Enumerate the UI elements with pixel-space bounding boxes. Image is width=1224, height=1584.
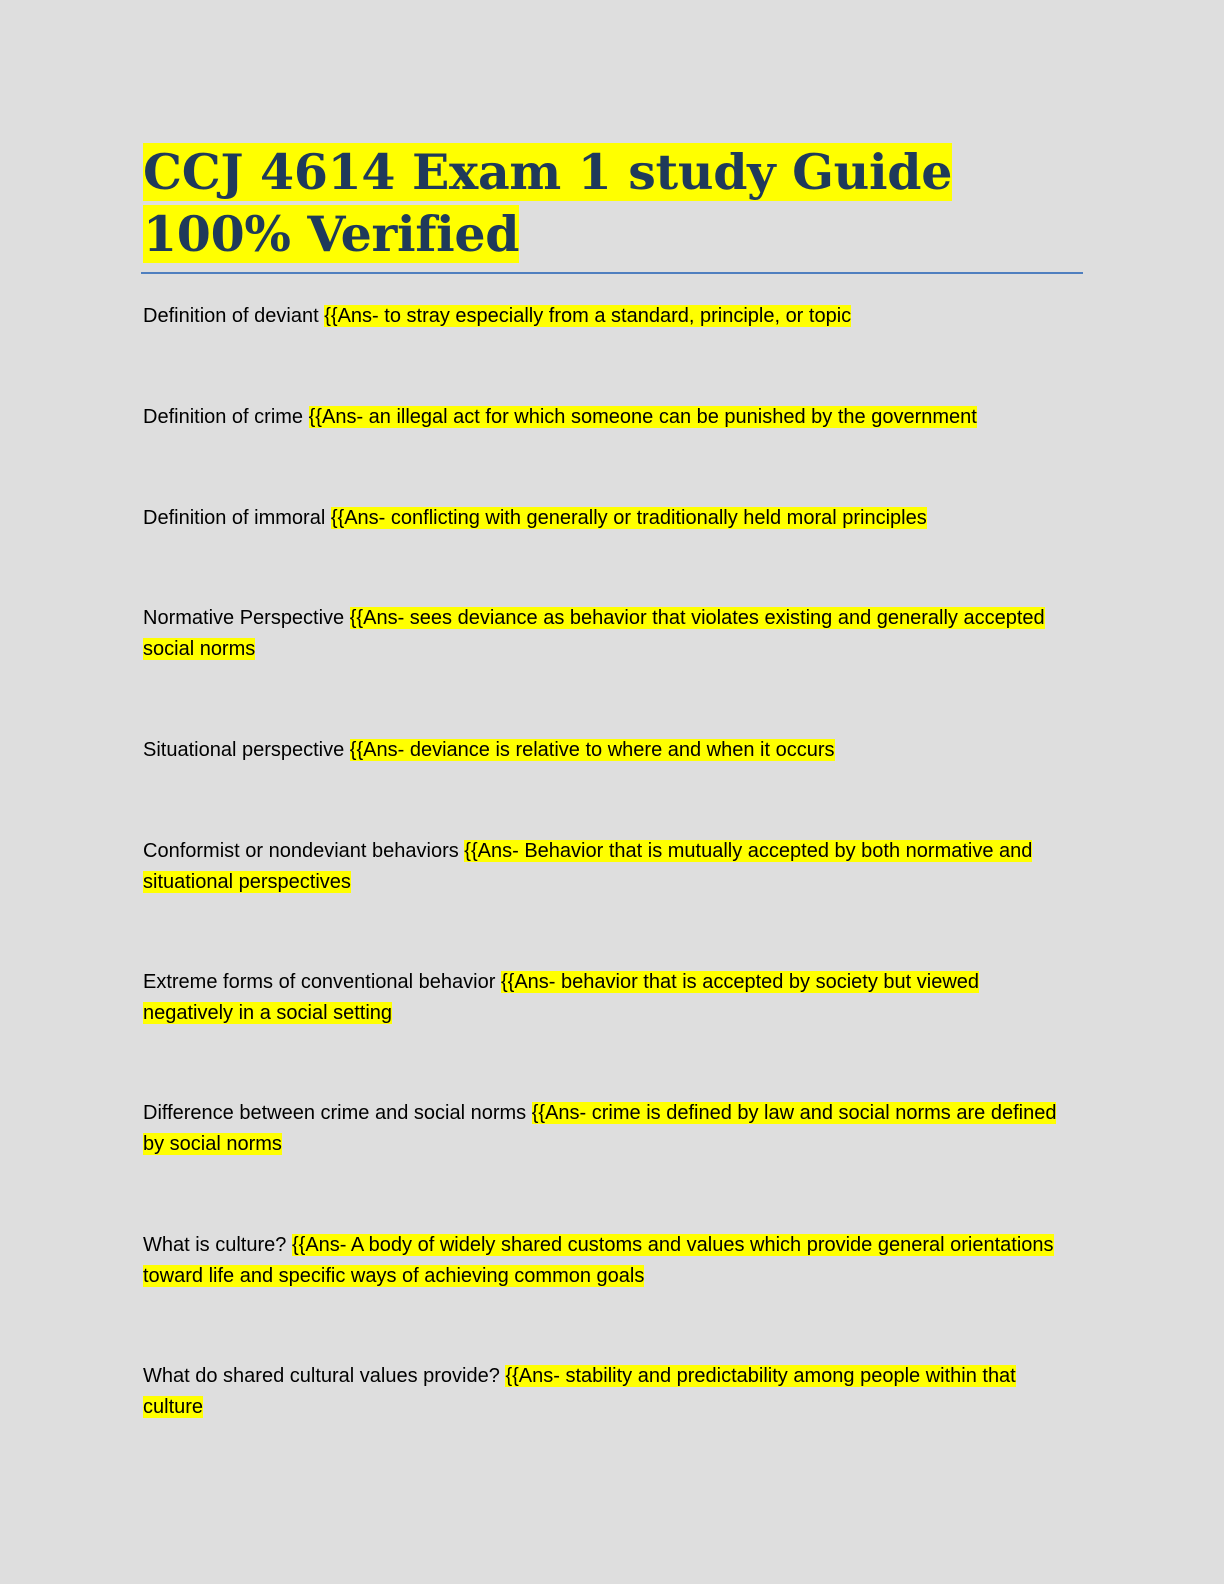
qa-term: Situational perspective: [143, 739, 345, 761]
title-divider: [141, 272, 1083, 274]
qa-item: [143, 735, 1073, 766]
qa-answer: {{Ans- behavior that is accepted by society but viewed negatively in a social setting: [143, 971, 980, 1024]
qa-item: [143, 1098, 1073, 1160]
document-title-text: CCJ 4614 Exam 1 study Guide 100% Verified: [143, 143, 953, 263]
qa-answer: {{Ans- A body of widely shared customs and values which provide general orientations toward life and specific ways of achieving common goals: [143, 1234, 1054, 1287]
qa-answer: {{Ans- crime is defined by law and social norms are defined by social norms: [143, 1102, 1057, 1155]
qa-item: [143, 402, 1073, 433]
title-block: [143, 141, 1043, 265]
qa-term: Extreme forms of conventional behavior: [143, 971, 496, 993]
qa-answer: {{Ans- deviance is relative to where and when it occurs: [349, 739, 835, 761]
qa-answer: {{Ans- Behavior that is mutually accepted by both normative and situational perspectives: [143, 840, 1033, 893]
qa-answer: {{Ans- sees deviance as behavior that violates existing and generally accepted social norms: [143, 607, 1045, 660]
qa-answer: {{Ans- stability and predictability among people within that culture: [143, 1365, 1016, 1418]
qa-term: What is culture?: [143, 1234, 287, 1256]
document-title: [143, 141, 1043, 265]
qa-item: [143, 301, 1073, 332]
qa-term: Conformist or nondeviant behaviors: [143, 840, 459, 862]
qa-answer: {{Ans- conflicting with generally or traditionally held moral principles: [330, 507, 927, 529]
qa-item: [143, 1230, 1073, 1292]
qa-item: [143, 503, 1073, 534]
qa-term: Definition of crime: [143, 406, 304, 428]
qa-answer: {{Ans- to stray especially from a standard, principle, or topic: [324, 305, 852, 327]
qa-item: [143, 967, 1073, 1029]
qa-term: Definition of deviant: [143, 305, 319, 327]
qa-term: What do shared cultural values provide?: [143, 1365, 500, 1387]
qa-term: Difference between crime and social norms: [143, 1102, 527, 1124]
qa-item: [143, 1361, 1073, 1423]
qa-item: [143, 836, 1073, 898]
qa-answer: {{Ans- an illegal act for which someone can be punished by the government: [308, 406, 977, 428]
qa-item: [143, 603, 1073, 665]
qa-term: Definition of immoral: [143, 507, 326, 529]
qa-term: Normative Perspective: [143, 607, 345, 629]
